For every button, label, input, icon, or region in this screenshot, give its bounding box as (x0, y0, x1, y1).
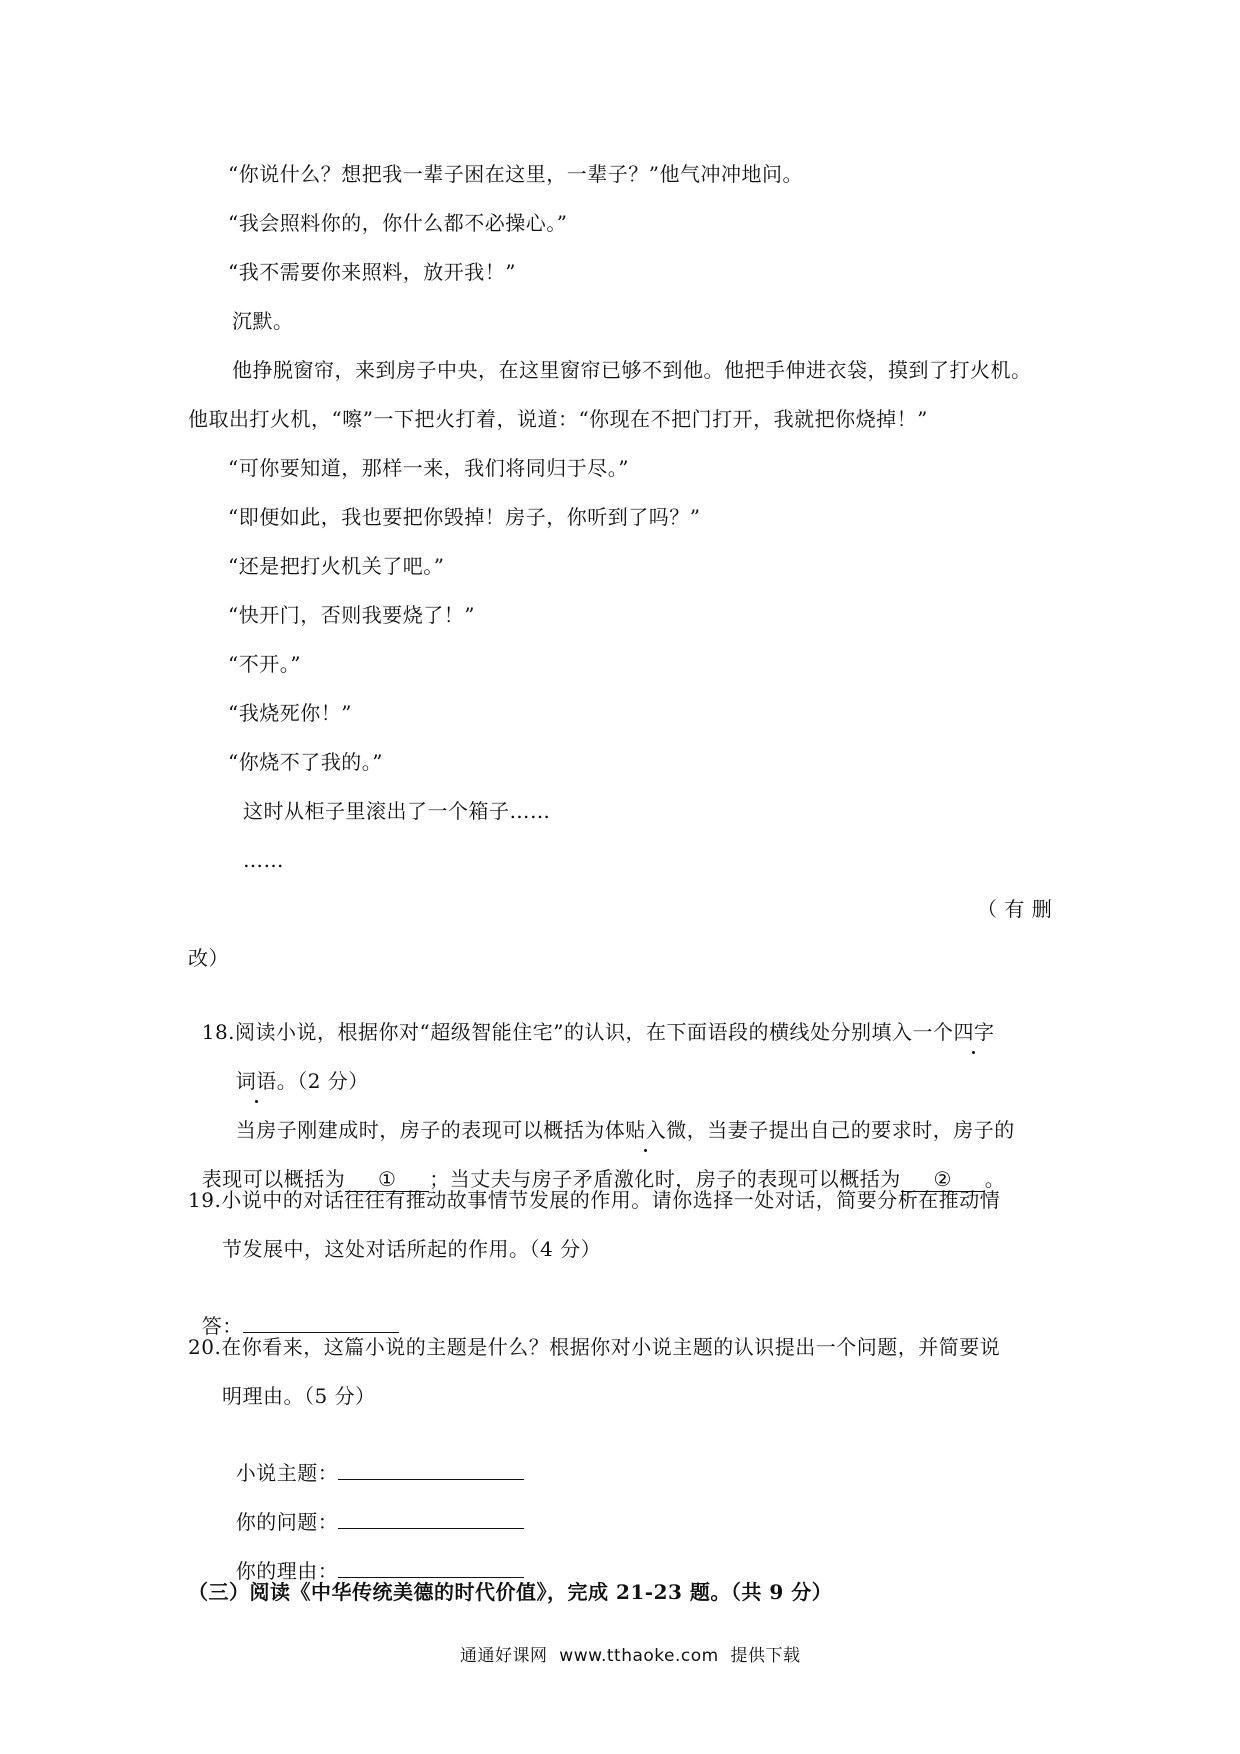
q18-line: 表现可以概括为 ① ；当丈夫与房子矛盾激化时，房子的表现可以概括为 ② 。 (201, 1167, 1006, 1191)
paragraph-line: 他挣脱窗帘，来到房子中央，在这里窗帘已够不到他。他把手伸进衣袋，摸到了打火机。 (232, 358, 1032, 382)
q19-line: 节发展中，这处对话所起的作用。（4 分） (222, 1237, 602, 1261)
q19-line: 19.小说中的对话往往有推动故事情节发展的作用。请你选择一处对话，简要分析在推动情 (188, 1188, 1001, 1212)
answer-blank-2[interactable]: ② (901, 1167, 985, 1192)
ellipsis-line: …… (243, 848, 284, 872)
dialogue-line: “可你要知道，那样一来，我们将同归于尽。” (228, 456, 629, 480)
q20-theme: 小说主题： (222, 1431, 524, 1487)
q20-reason: 你的理由： (222, 1529, 524, 1585)
dialogue-line: “我会照料你的，你什么都不必操心。” (228, 211, 568, 235)
q19-answer: 答： (188, 1284, 399, 1340)
q20-line: 20.在你看来，这篇小说的主题是什么？根据你对小说主题的认识提出一个问题，并简要说 (188, 1335, 1001, 1359)
section-heading: （三）阅读《中华传统美德的时代价值》，完成 21-23 题。（共 9 分） (188, 1580, 833, 1604)
page-footer: 通通好课网 www.tthaoke.com 提供下载 (460, 1646, 801, 1666)
dialogue-line: “我不需要你来照料，放开我！” (228, 260, 516, 284)
q20-question: 你的问题： (222, 1480, 524, 1536)
dialogue-line: “你说什么？想把我一辈子困在这里，一辈子？”他气冲冲地问。 (228, 162, 803, 186)
dialogue-line: “你烧不了我的。” (228, 750, 383, 774)
dialogue-line: “即便如此，我也要把你毁掉！房子，你听到了吗？” (228, 505, 701, 529)
dialogue-line: “还是把打火机关了吧。” (228, 554, 445, 578)
dialogue-line: “我烧死你！” (228, 701, 352, 725)
answer-blank-1[interactable]: ① (345, 1167, 429, 1192)
q18-line: 词语。（2 分） (235, 1069, 369, 1093)
q18-line: 当房子刚建成时，房子的表现可以概括为体贴入微，当妻子提出自己的要求时，房子的 (235, 1118, 1015, 1142)
paragraph-line: 这时从柜子里滚出了一个箱子…… (243, 799, 551, 823)
dialogue-line: “快开门，否则我要烧了！” (228, 603, 475, 627)
source-note: （ 有 删 (977, 897, 1053, 921)
q20-line: 明理由。（5 分） (222, 1384, 376, 1408)
dialogue-line: “不开。” (228, 652, 301, 676)
paragraph-line: 他取出打火机，“嚓”一下把火打着，说道：“你现在不把门打开，我就把你烧掉！” (188, 407, 928, 431)
q18-line: 18.阅读小说，根据你对“超级智能住宅”的认识，在下面语段的横线处分别填入一个四字 (201, 1020, 995, 1044)
dialogue-line: 沉默。 (232, 309, 294, 333)
source-note: 改） (188, 946, 229, 970)
